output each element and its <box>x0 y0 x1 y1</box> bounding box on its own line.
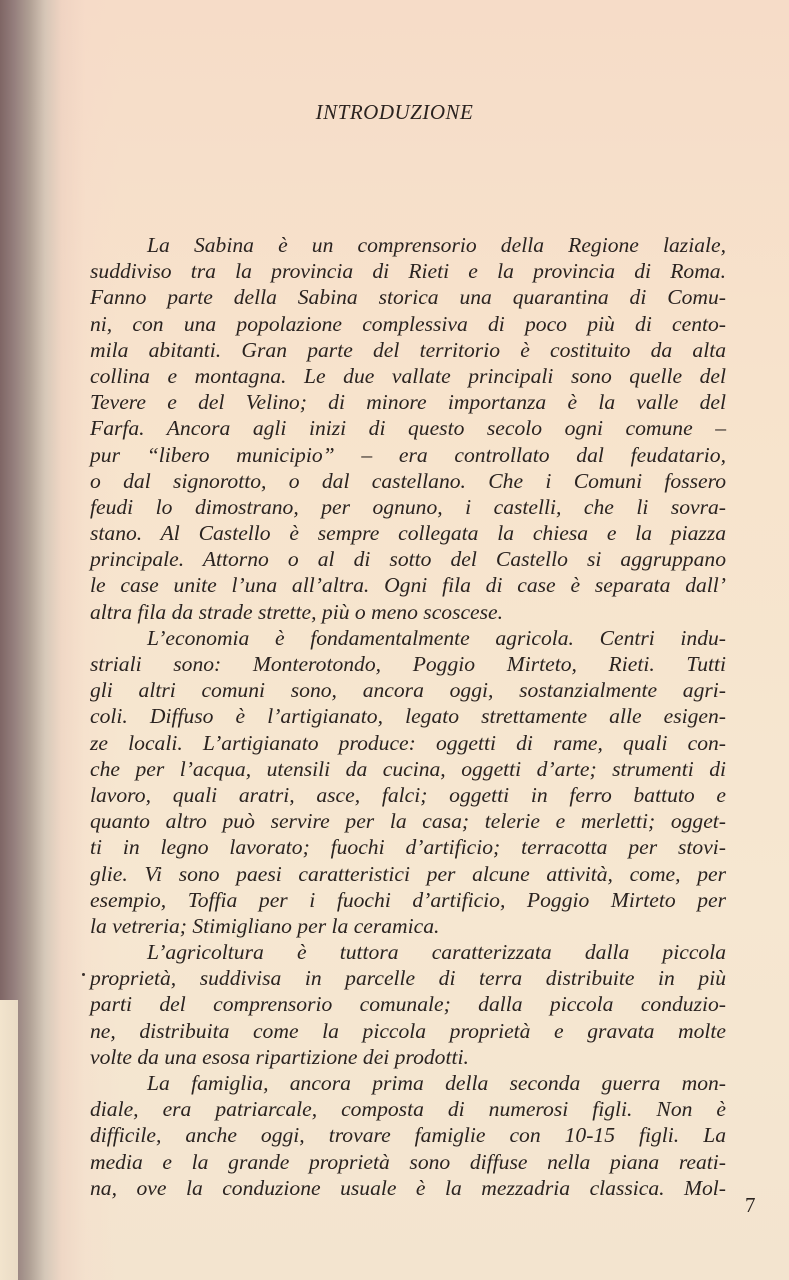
text-line: glie. Vi sono paesi caratteristici per alcune attività, come, per <box>90 861 726 886</box>
text-line: ti in legno lavorato; fuochi d’artificio; terracotta per stovi- <box>90 835 726 860</box>
text-line: esempio, Toffia per i fuochi d’artificio, Poggio Mirteto per <box>90 887 726 912</box>
chapter-heading-text: INTRODUZIONE <box>315 100 474 124</box>
text-line: La famiglia, ancora prima della seconda guerra mon- <box>147 1071 726 1095</box>
paragraph <box>90 1070 726 1201</box>
page-number: 7 <box>745 1193 756 1217</box>
text-line: L’economia è fondamentalmente agricola. Centri indu- <box>147 625 726 650</box>
text-line: suddiviso tra la provincia di Rieti e la provincia di Roma. <box>90 259 726 284</box>
text-line: parti del comprensorio comunale; dalla piccola conduzio- <box>90 992 726 1017</box>
body-text <box>90 232 726 1201</box>
text-line: striali sono: Monterotondo, Poggio Mirteto, Rieti. Tutti <box>90 652 726 676</box>
paragraph <box>90 939 726 1070</box>
text-line: ne, distribuita come la piccola proprietà e gravata molte <box>90 1018 726 1043</box>
text-line: media e la grande proprietà sono diffuse nella piana reati- <box>90 1149 726 1174</box>
text-line: principale. Attorno o al di sotto del Castello si aggruppano <box>90 547 726 572</box>
text-line: diale, era patriarcale, composta di numerosi figli. Non è <box>90 1097 726 1122</box>
text-line: collina e montagna. Le due vallate principali sono quelle del <box>90 363 726 388</box>
text-line: gli altri comuni sono, ancora oggi, sostanzialmente agri- <box>90 678 726 703</box>
text-line: volte da una esosa ripartizione dei prodotti. <box>90 1044 469 1069</box>
text-line: na, ove la conduzione usuale è la mezzadria classica. Mol- <box>90 1175 726 1200</box>
text-line: Fanno parte della Sabina storica una quarantina di Comu- <box>90 285 726 310</box>
margin-mark <box>82 973 85 976</box>
text-line: feudi lo dimostrano, per ognuno, i castelli, che li sovra- <box>90 494 726 519</box>
text-line: stano. Al Castello è sempre collegata la chiesa e la piazza <box>90 521 726 546</box>
paragraph <box>90 232 726 625</box>
text-line: ni, con una popolazione complessiva di poco più di cento- <box>90 311 726 336</box>
text-line: o dal signorotto, o dal castellano. Che i Comuni fossero <box>90 468 726 493</box>
text-line: La Sabina è un comprensorio della Regione laziale, <box>147 233 726 257</box>
text-line: mila abitanti. Gran parte del territorio è costituito da alta <box>90 337 726 362</box>
text-line: pur “libero municipio” – era controllato dal feudatario, <box>90 442 726 467</box>
text-line: altra fila da strade strette, più o meno scoscese. <box>90 599 504 624</box>
page-edge <box>0 1000 18 1280</box>
text-line: Tevere e del Velino; di minore importanza è la valle del <box>90 390 726 415</box>
text-line: quanto altro può servire per la casa; telerie e merletti; ogget- <box>90 809 726 834</box>
text-line: coli. Diffuso è l’artigianato, legato strettamente alle esigen- <box>90 704 726 729</box>
text-line: ze locali. L’artigianato produce: oggetti di rame, quali con- <box>90 730 726 755</box>
text-line: difficile, anche oggi, trovare famiglie con 10-15 figli. La <box>90 1123 726 1148</box>
text-line: le case unite l’una all’altra. Ogni fila di case è separata dall’ <box>90 573 726 598</box>
text-line: proprietà, suddivisa in parcelle di terra distribuite in più <box>90 966 726 991</box>
chapter-heading <box>0 100 789 125</box>
paragraph <box>90 625 726 939</box>
text-line: Farfa. Ancora agli inizi di questo secolo ogni comune – <box>90 416 726 441</box>
text-line: che per l’acqua, utensili da cucina, oggetti d’arte; strumenti di <box>90 756 726 781</box>
text-line: L’agricoltura è tuttora caratterizzata dalla piccola <box>147 940 726 965</box>
text-line: lavoro, quali aratri, asce, falci; oggetti in ferro battuto e <box>90 782 726 807</box>
text-line: la vetreria; Stimigliano per la ceramica. <box>90 913 440 938</box>
